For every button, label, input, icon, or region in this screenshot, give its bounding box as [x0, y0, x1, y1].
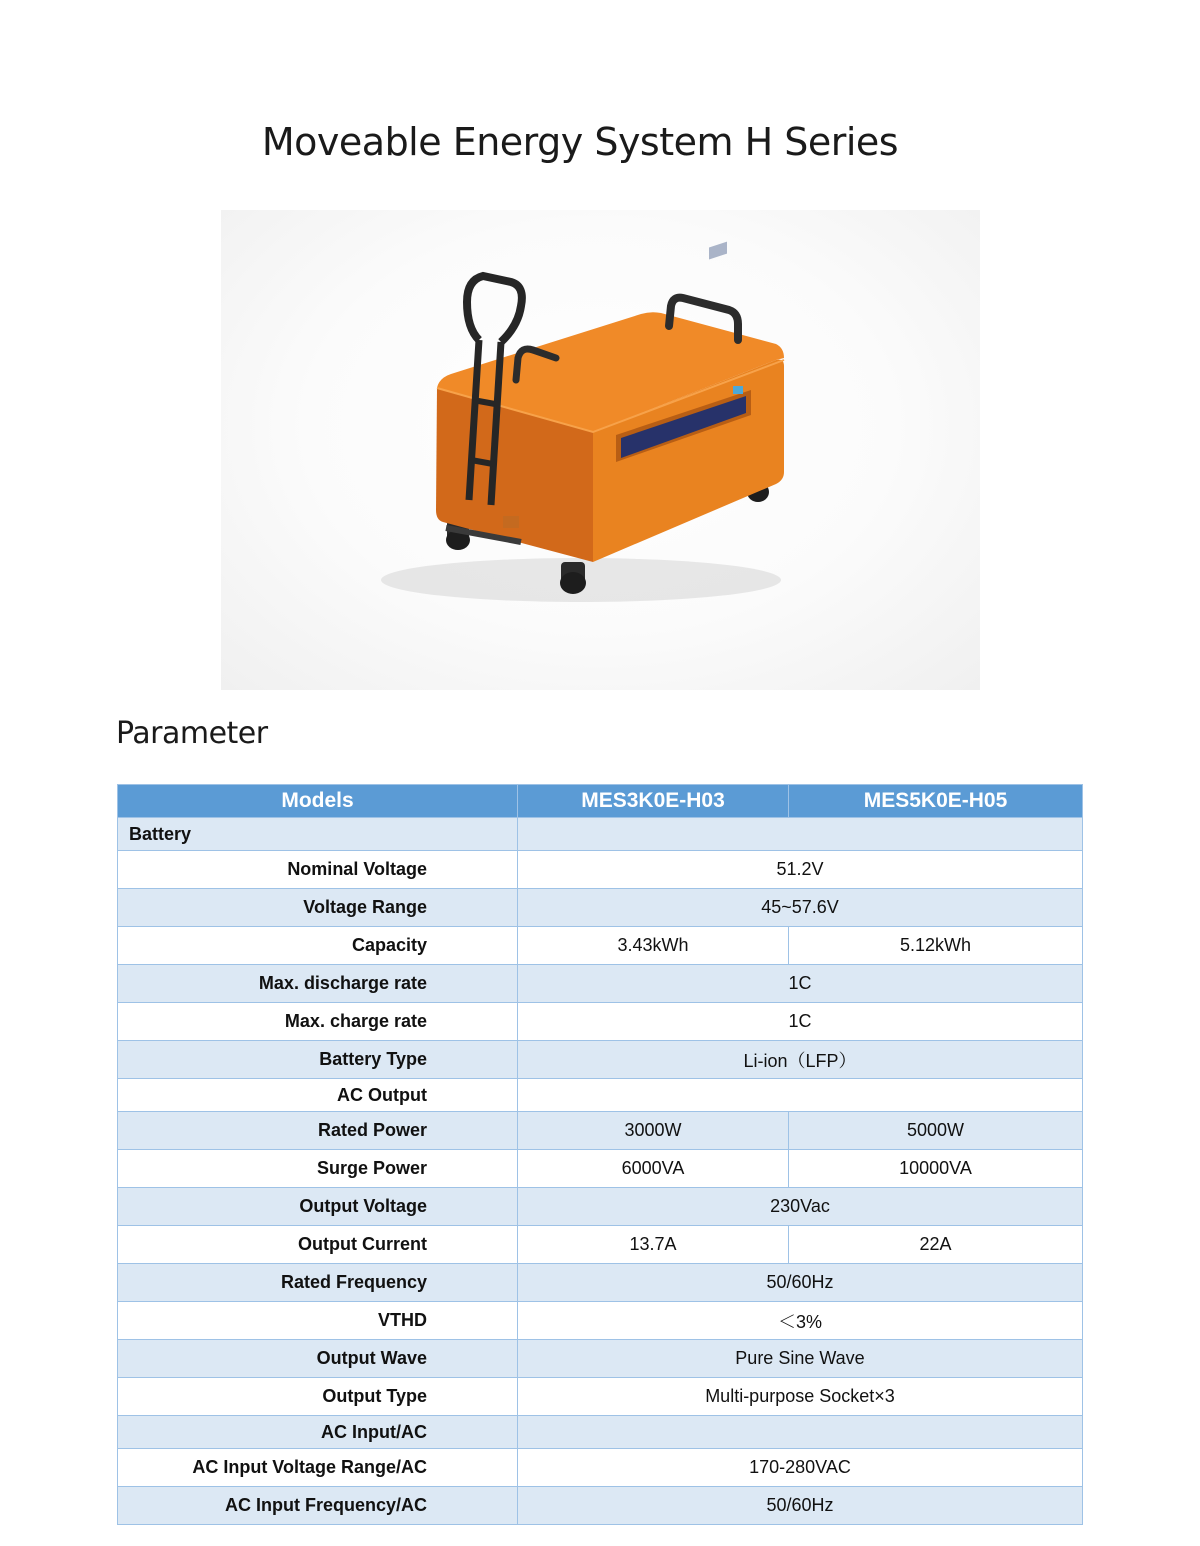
table-row: [118, 1378, 1083, 1416]
group-row-ac-input: [118, 1416, 1083, 1449]
table-row: [118, 1226, 1083, 1264]
row-value: 1C: [518, 965, 1083, 1003]
row-value: 1C: [518, 1003, 1083, 1041]
table-row: [118, 965, 1083, 1003]
row-label: AC Output: [118, 1079, 518, 1112]
table-row: [118, 1302, 1083, 1340]
table-row: [118, 1264, 1083, 1302]
row-value: 170-280VAC: [518, 1449, 1083, 1487]
row-value: 50/60Hz: [518, 1487, 1083, 1525]
row-value: ＜3%: [518, 1302, 1083, 1340]
product-image: [221, 210, 980, 690]
table-row: [118, 1041, 1083, 1079]
table-row: [118, 1003, 1083, 1041]
row-label: Rated Power: [118, 1112, 518, 1150]
group-row-ac-output: [118, 1079, 1083, 1112]
row-value: 50/60Hz: [518, 1264, 1083, 1302]
row-value-a: 3000W: [518, 1112, 789, 1150]
table-row: [118, 927, 1083, 965]
section-title: Parameter: [116, 716, 268, 751]
row-label: Output Current: [118, 1226, 518, 1264]
model-b-header: MES5K0E-H05: [789, 785, 1083, 818]
table-row: [118, 1188, 1083, 1226]
row-value: 230Vac: [518, 1188, 1083, 1226]
row-value: 51.2V: [518, 851, 1083, 889]
table-header-row: [118, 785, 1083, 818]
row-label: Battery Type: [118, 1041, 518, 1079]
row-label: Max. charge rate: [118, 1003, 518, 1041]
row-value: Multi-purpose Socket×3: [518, 1378, 1083, 1416]
row-label: VTHD: [118, 1302, 518, 1340]
row-label: Output Type: [118, 1378, 518, 1416]
row-label: Output Voltage: [118, 1188, 518, 1226]
row-label: Capacity: [118, 927, 518, 965]
group-row-battery: [118, 818, 1083, 851]
row-value: Pure Sine Wave: [518, 1340, 1083, 1378]
row-value-b: 5000W: [789, 1112, 1083, 1150]
table-row: [118, 1449, 1083, 1487]
table-row: [118, 851, 1083, 889]
page-title: Moveable Energy System H Series: [261, 120, 899, 164]
row-label: Max. discharge rate: [118, 965, 518, 1003]
row-label: AC Input Frequency/AC: [118, 1487, 518, 1525]
row-label: Nominal Voltage: [118, 851, 518, 889]
table-row: [118, 889, 1083, 927]
row-value-a: 3.43kWh: [518, 927, 789, 965]
model-a-header: MES3K0E-H03: [518, 785, 789, 818]
table-row: [118, 1340, 1083, 1378]
row-value-a: 13.7A: [518, 1226, 789, 1264]
row-label: Surge Power: [118, 1150, 518, 1188]
row-label: Output Wave: [118, 1340, 518, 1378]
group-label: Battery: [118, 818, 518, 851]
row-label: Rated Frequency: [118, 1264, 518, 1302]
row-value: 45~57.6V: [518, 889, 1083, 927]
spec-table: [117, 784, 1083, 1525]
table-row: [118, 1487, 1083, 1525]
row-value-a: 6000VA: [518, 1150, 789, 1188]
row-value: Li-ion（LFP）: [518, 1041, 1083, 1079]
table-row: [118, 1150, 1083, 1188]
table-row: [118, 1112, 1083, 1150]
energy-system-illustration: [221, 210, 980, 690]
models-header: Models: [118, 785, 518, 818]
row-value-b: 22A: [789, 1226, 1083, 1264]
row-label: AC Input/AC: [118, 1416, 518, 1449]
row-value-b: 5.12kWh: [789, 927, 1083, 965]
row-label: Voltage Range: [118, 889, 518, 927]
row-label: AC Input Voltage Range/AC: [118, 1449, 518, 1487]
row-value-b: 10000VA: [789, 1150, 1083, 1188]
